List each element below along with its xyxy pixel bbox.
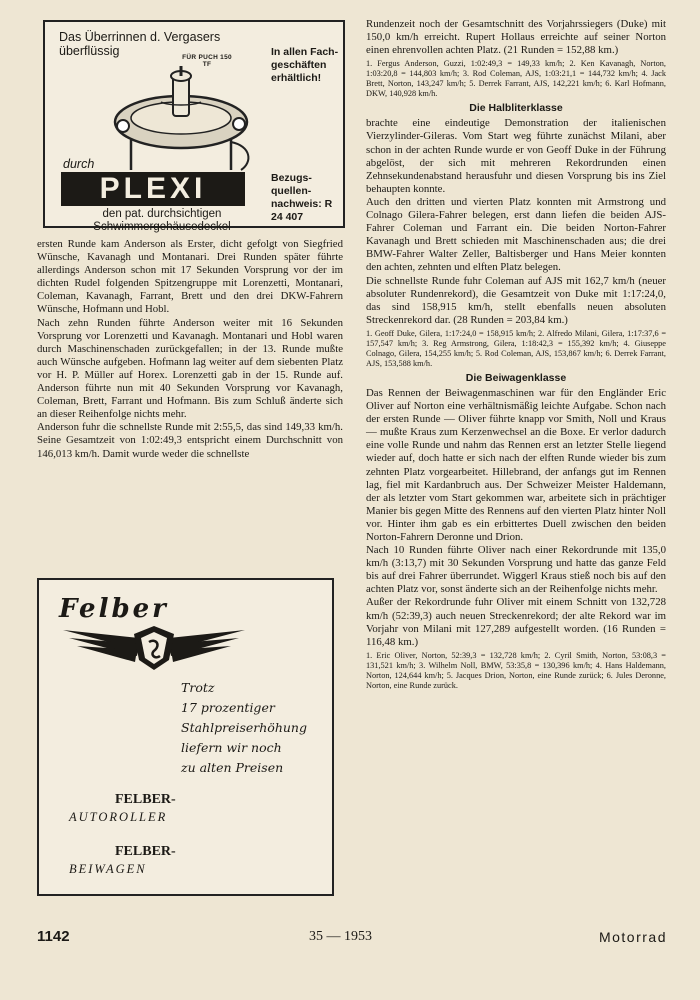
plexi-advertisement: [43, 20, 345, 233]
magazine-name: Motorrad: [598, 929, 667, 945]
page-footer: [37, 928, 667, 946]
puch-label: FÜR PUCH 150 TF: [182, 54, 232, 68]
felber-product-2-type: BEIWAGEN: [69, 862, 147, 876]
right-paragraph-6: Nach 10 Runden führte Oliver nach einer Rekordrunde mit 135,0 km/h (3:13,7) mit 30 Sekunden Vorsprung und hatte das ganze Feld bis auf drei Fahrer überrundet. Wiggerl Kraus stieß noch bis auf den achten Platz vor, sonst änderte sich an der Reihenfolge nichts mehr.: [366, 544, 666, 596]
plexi-description: den pat. durchsichtigen Schwimmergehäusedeckel: [93, 208, 231, 233]
right-paragraph-3: Auch den dritten und vierten Platz konnten mit Armstrong und Colnago Gilera-Fahrer belegen, erst dann liefen die beiden AJS-Fahrer Coleman und Farrant ein. Die beiden Norton-Fahrer Kavanagh und Brett schieden mit Maschinenschaden aus; die drei BMW-Fahrer Walter Zeller, Baltisberger und Hans Meier konnten den achten, zehnten und elften Platz belegen.: [366, 195, 666, 274]
plexi-shops: In allen Fach-geschäften erhältlich!: [271, 46, 339, 84]
plexi-source: Bezugs-quellen-nachweis: R 24 407: [271, 172, 333, 223]
left-paragraph-2: Nach zehn Runden führte Anderson weiter mit 16 Sekunden Vorsprung vor Lorenzetti und Kavanagh. Montanari und Hobl waren durch Maschinenschaden zurückgefallen; in der 13. Runde mußte auch Wünsche aufgeben. Hofmann lag weiter auf dem siebenten Platz vor H. P. Müller auf Horex. Lorenzetti gab in der 15. Runde auf. Anderson führte nun mit 40 Sekunden Vorsprung vor Kavanagh, Coleman, Brett, Farrant und Hofmann. Bis zum Schluß änderte sich an dieser Reihenfolge nichts mehr.: [37, 316, 343, 421]
slogan-line: Stahlpreiserhöhung: [181, 720, 307, 735]
winged-emblem-icon: [59, 620, 249, 672]
plexi-brand: PLEXI: [61, 172, 245, 206]
slogan-line: liefern wir noch: [181, 740, 282, 755]
slogan-line: zu alten Preisen: [181, 760, 284, 775]
right-paragraph-7: Außer der Rekordrunde fuhr Oliver mit einem Schnitt von 132,728 km/h (52:39,3) auch neuen Streckenrekord; der alte Rekord war im Vorjahr von Milani mit 127,289 aufgestellt worden. (16 Runden = 116,48 km.): [366, 596, 666, 648]
left-column: [37, 238, 343, 461]
left-paragraph-1: ersten Runde kam Anderson als Erster, dicht gefolgt von Siegfried Wünsche, Kavanagh und Montanari. Drei Runden später führte allerdings Anderson schon mit 17 Sekunden Vorsprung vor der im dichten Rudel folgenden Spitzengruppe mit Lorenzetti, Montanari, Coleman, Kavanagh, Farrant, Brett und den drei DKW-Fahrern Wünsche, Hofmann und Hobl.: [37, 238, 343, 316]
felber-product-2-name: FELBER-: [115, 844, 176, 859]
issue-number: 35 — 1953: [309, 929, 372, 944]
right-paragraph-5: Das Rennen der Beiwagenmaschinen war für den Engländer Eric Oliver auf Norton eine verhältnismäßig leichte Aufgabe. Schon nach der ersten Runde — Oliver führte knapp vor Smith, Noll und Kraus — mußte Kraus zum Kerzenwechsel an die Boxe. Er verlor dadurch eine volle Runde und nahm das Rennen erst an letzter Stelle liegend wieder auf, doch hatte er sich nach der elften Runde wieder bis zum zehnten Platz vorgearbeitet. Hillebrand, der anfangs gut im Rennen lag, fiel mit Kardanbruch aus. Der Schweizer Meister Haldemann, der als letzter vom Start gekommen war, arbeitete sich in prächtiger Manier bis gegen Mitte des Rennens auf den vierten Platz hinter Noll vor. Hinter ihm gab es ein erbittertes Duell zwischen den beiden Norton-Fahrern Deronne und Drion.: [366, 386, 666, 543]
left-paragraph-3: Anderson fuhr die schnellste Runde mit 2:55,5, das sind 149,33 km/h. Seine Gesamtzeit von 1:02:49,3 entspricht einem Durchschnitt von 146,013 km/h. Damit wurde weder die schnellste: [37, 421, 343, 460]
results-500cc: 1. Geoff Duke, Gilera, 1:17:24,0 = 158,915 km/h; 2. Alfredo Milani, Gilera, 1:17:37,6 = 157,547 km/h; 3. Reg Armstrong, Gilera, 1:18:42,3 = 155,392 km/h; 4. Giuseppe Colnago, Gilera, 154,255 km/h; 5. Rod Coleman, AJS, 153,867 km/h; 6. Derrek Farrant, AJS, 153,588 km/h.: [366, 328, 666, 368]
results-350cc: 1. Fergus Anderson, Guzzi, 1:02:49,3 = 149,33 km/h; 2. Ken Kavanagh, Norton, 1:03:20,8 = 144,803 km/h; 3. Rod Coleman, AJS, 1:03:21,1 = 144,732 km/h; 4. Jack Brett, Norton, 143,247 km/h; 5. Derrek Farrant, AJS, 142,221 km/h; 6. Karl Hofmann, DKW, 140,928 km/h.: [366, 59, 666, 99]
felber-product-1-type: AUTOROLLER: [69, 810, 168, 824]
right-paragraph-1: Rundenzeit noch der Gesamtschnitt des Vorjahrssiegers (Duke) mit 150,0 km/h erreicht. Rupert Hollaus erreichte auf seiner Norton einen ehrenvollen achten Platz. (21 Runden = 152,88 km.): [366, 18, 666, 57]
results-sidecar: 1. Eric Oliver, Norton, 52:39,3 = 132,728 km/h; 2. Cyril Smith, Norton, 53:08,3 = 131,521 km/h; 3. Wilhelm Noll, BMW, 53:35,8 = 130,396 km/h; 4. Hans Haldemann, Norton, 124,644 km/h; 5. Jacques Drion, Norton, eine Runde zurück; 6. Jules Deronne, Norton, eine Runde zurück.: [366, 650, 666, 690]
felber-slogan: [181, 678, 331, 778]
slogan-line: 17 prozentiger: [181, 700, 275, 715]
page-number: 1142: [37, 928, 70, 945]
felber-logo: Felber: [59, 594, 169, 624]
carburetor-drawing-icon: [101, 62, 261, 172]
slogan-line: Trotz: [181, 680, 215, 695]
right-column: [366, 18, 666, 694]
section-heading-beiwagen: Die Beiwagenklasse: [465, 371, 567, 384]
felber-advertisement: [37, 578, 334, 896]
right-paragraph-4: Die schnellste Runde fuhr Coleman auf AJS mit 162,7 km/h (neuer absoluter Rundenrekord), die Gesamtzeit von Duke mit 1:17:24,0, das sind 158,915 km/h, stellt ebenfalls neuen absoluten Streckenrekord dar. (28 Runden = 203,84 km.): [366, 274, 666, 326]
plexi-headline: Das Überrinnen d. Vergasers überflüssig: [59, 30, 221, 58]
felber-product-1-name: FELBER-: [115, 792, 176, 807]
plexi-durch: durch: [63, 157, 95, 171]
section-heading-halbliter: Die Halbliterklasse: [469, 102, 563, 115]
right-paragraph-2: brachte eine eindeutige Demonstration der italienischen Vierzylinder-Gileras. Vom Start weg führte zunächst Milani, aber schon in der achten Runde wurde er von Geoff Duke in der Führung abgelöst, der sich mit mehreren Rekordrunden einen Zehnsekundenabstand herausfuhr und diesen Vorsprung bis ins Ziel behaupten konnte.: [366, 117, 666, 195]
